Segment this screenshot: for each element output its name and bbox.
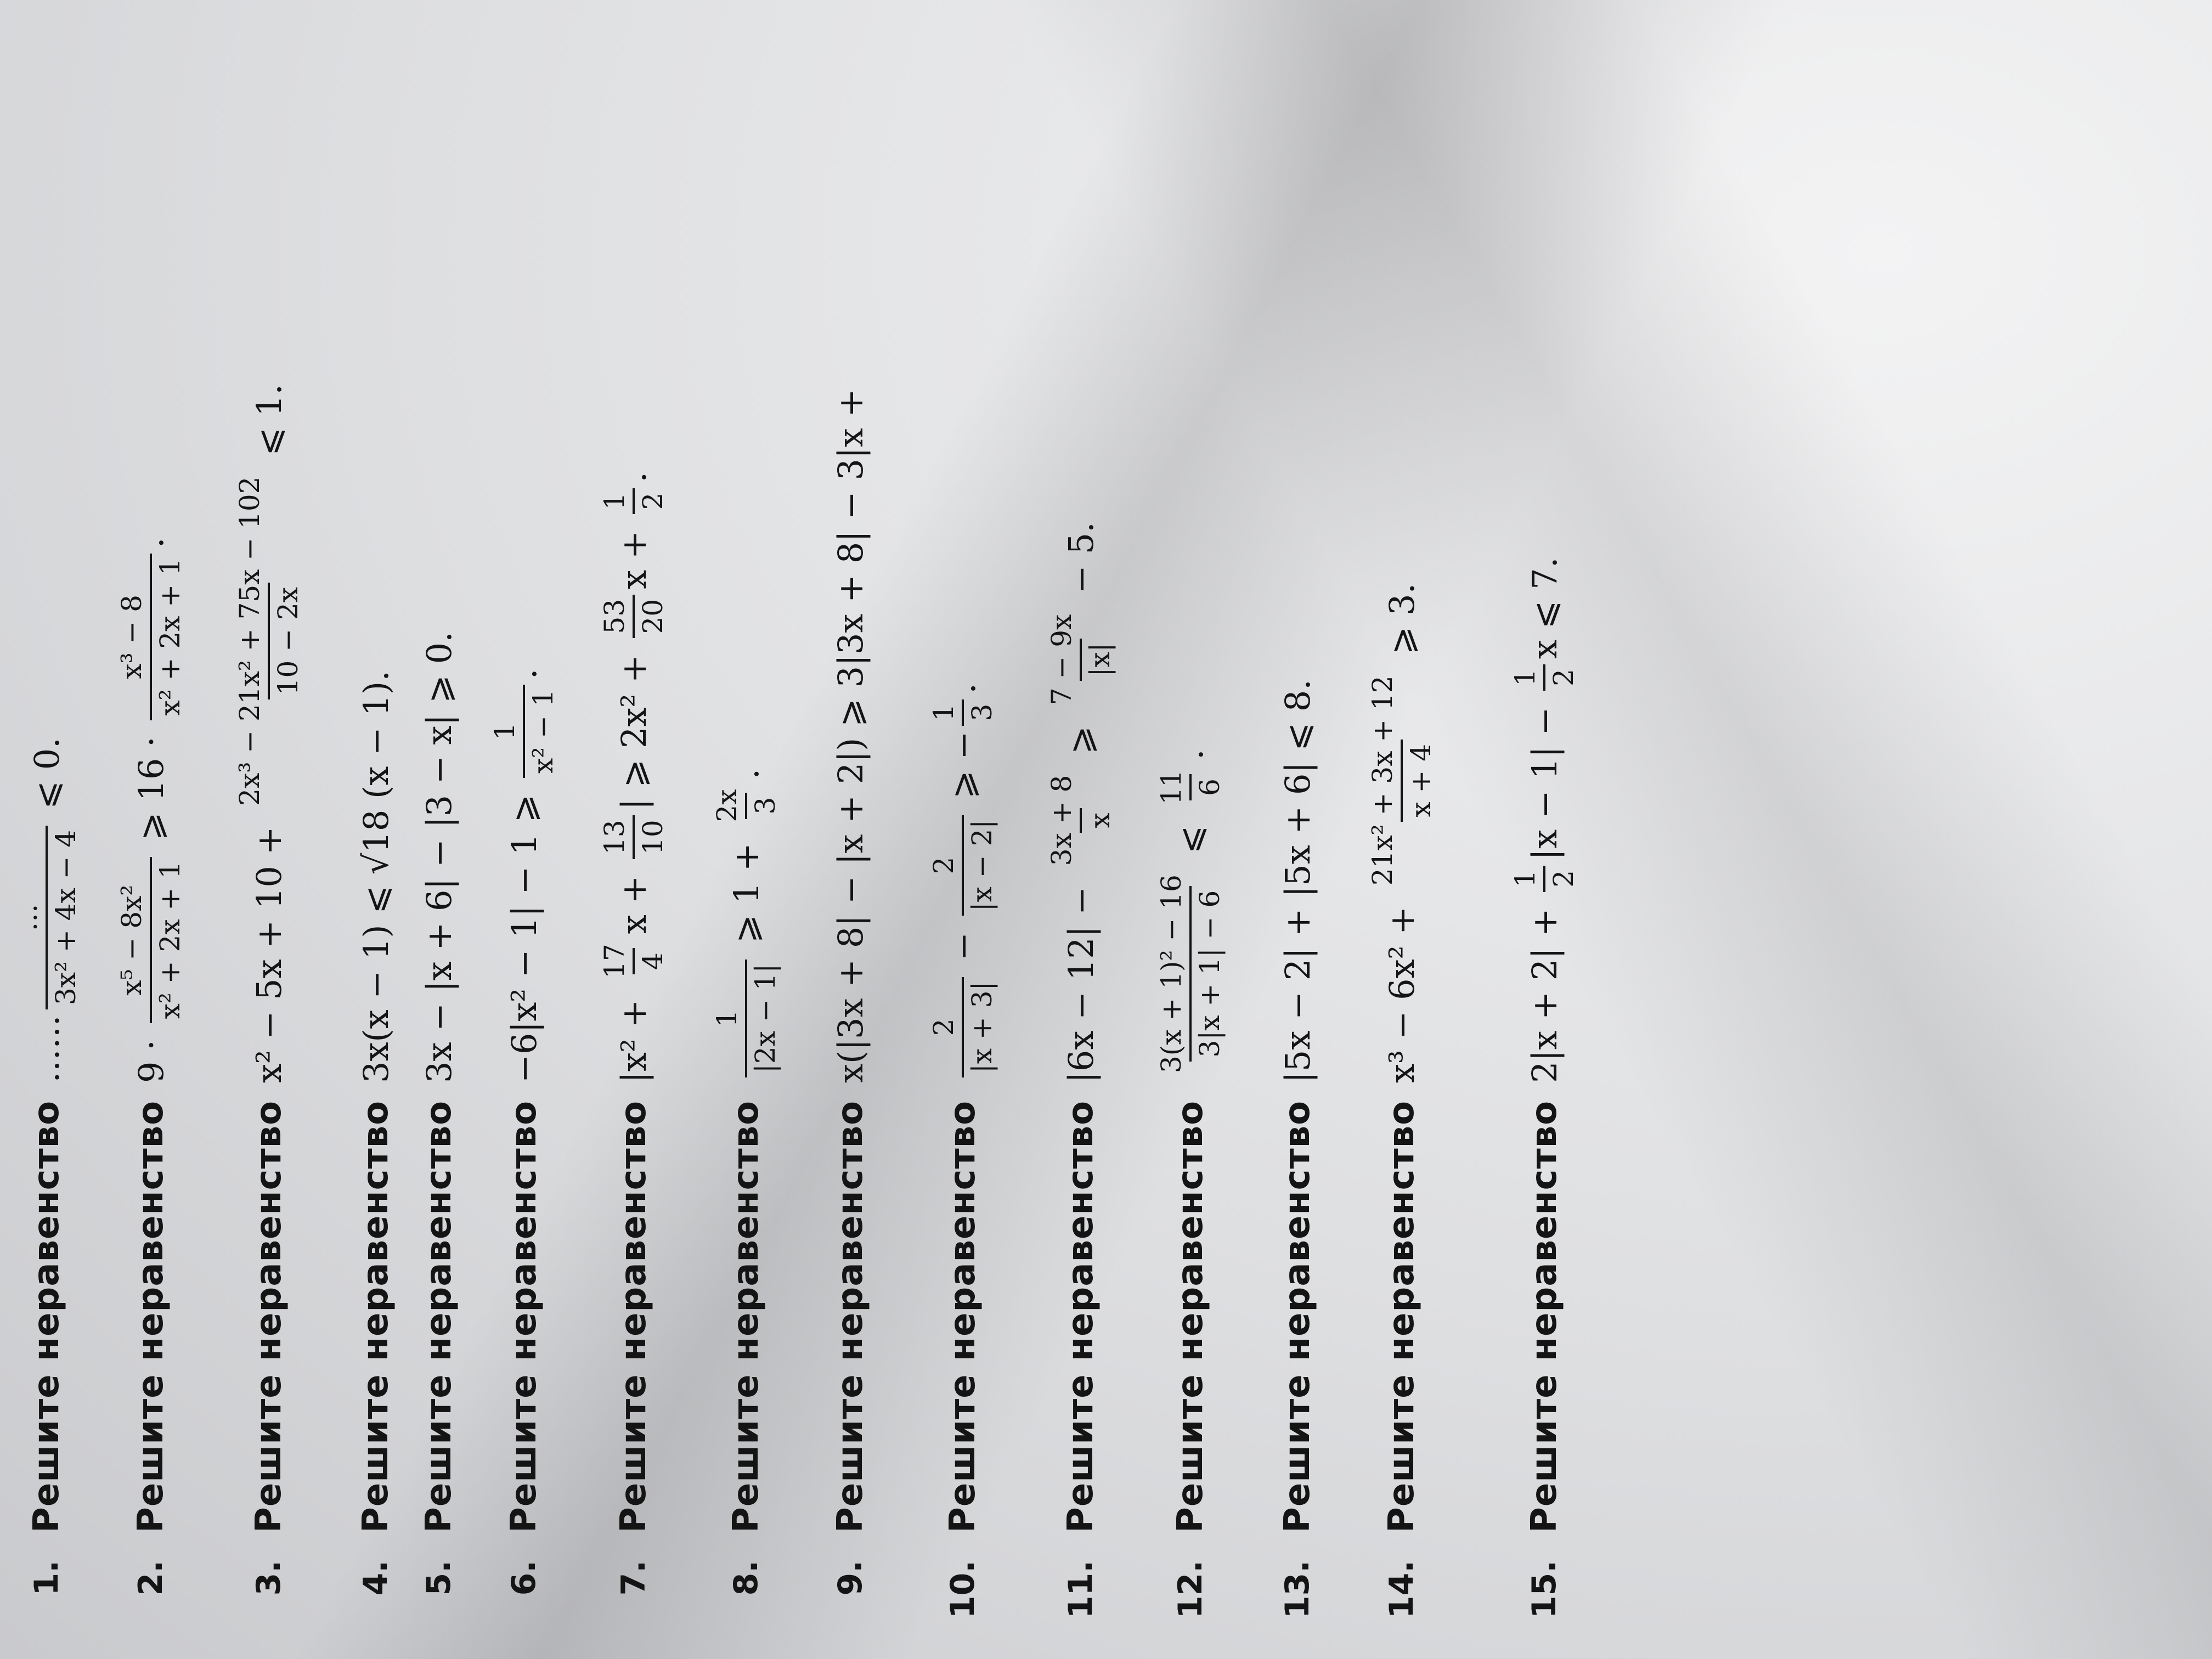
fraction [599, 595, 669, 639]
fraction-denominator: x² + 2x + 1 [150, 857, 186, 1023]
fraction-numerator: … [12, 904, 43, 932]
fraction-denominator: x² − 1 [523, 685, 559, 778]
fraction-numerator: 3(x + 1)² − 16 [1155, 874, 1187, 1073]
problem-number: 14. [1383, 1560, 1421, 1619]
fraction [234, 472, 304, 810]
fraction-numerator: 2 [928, 1018, 960, 1036]
fraction-denominator: |x + 3| [962, 977, 998, 1077]
problem-number: 3. [250, 1560, 288, 1596]
expression-text: x² − 5x + 10 + [249, 815, 289, 1083]
fraction [1155, 870, 1226, 1077]
fraction-denominator: 3|x + 1| − 6 [1189, 886, 1226, 1062]
fraction-numerator: 3x + 8 [1046, 775, 1077, 866]
problem-inequality [1509, 557, 1579, 1083]
fraction-denominator: 4 [633, 948, 669, 974]
expression-text: . [943, 682, 983, 694]
expression-text: . [1170, 749, 1211, 760]
problem-instruction: Решите неравенство [504, 1100, 544, 1533]
expression-text: x³ − 6x² + [1381, 895, 1422, 1083]
problem-inequality [1367, 583, 1437, 1083]
problem-inequality [711, 769, 781, 1083]
fraction [1046, 771, 1116, 871]
expression-text: ⩾ − [943, 731, 983, 810]
fraction [599, 488, 669, 515]
expression-text: |6x − 12| − [1060, 876, 1101, 1083]
expression-text: x ⩽ 7. [1524, 557, 1565, 659]
problem-instruction: Решите неравенство [943, 1100, 983, 1533]
problem-item [911, 0, 1015, 1659]
problem-item [798, 0, 902, 1659]
fraction [928, 699, 998, 726]
fraction-numerator: 1 [711, 1009, 743, 1028]
fraction-denominator: x + 4 [1401, 740, 1437, 822]
fraction-denominator: 2 [633, 488, 669, 515]
problem-item [472, 0, 576, 1659]
fraction-numerator: 1 [489, 723, 521, 741]
fraction [489, 685, 559, 778]
problem-instruction: Решите неравенство [830, 1100, 871, 1533]
problem-inequality [1155, 749, 1226, 1083]
problem-instruction: Решите неравенство [1060, 1100, 1101, 1533]
problem-item [0, 0, 99, 1659]
fraction [1367, 671, 1437, 890]
fraction [1046, 610, 1116, 710]
problem-number: 13. [1278, 1560, 1317, 1619]
problem-inequality [1278, 679, 1318, 1083]
fraction-numerator: 1 [928, 703, 960, 721]
fraction-numerator: 2x [711, 789, 743, 822]
fraction-numerator: 1 [599, 492, 630, 510]
expression-text: . [613, 471, 654, 483]
problem-instruction: Решите неравенство [26, 1100, 67, 1533]
problem-instruction: Решите неравенство [356, 1100, 396, 1533]
fraction-numerator: 1 [1509, 870, 1541, 888]
problem-inequality [234, 384, 304, 1083]
problem-number: 11. [1062, 1560, 1100, 1619]
problem-item [1492, 0, 1596, 1659]
fraction-numerator: 11 [1155, 770, 1187, 805]
fraction [12, 826, 82, 1009]
fraction [1509, 866, 1579, 892]
expression-text: ⩾ 16 · [131, 725, 171, 851]
problem-instruction: Решите неравенство [1170, 1100, 1211, 1533]
problem-number: 9. [831, 1560, 870, 1596]
fraction-numerator: x³ − 8 [116, 595, 148, 679]
fraction [928, 815, 998, 916]
problem-instruction: Решите неравенство [1381, 1100, 1422, 1533]
fraction-numerator: x⁵ − 8x² [116, 884, 148, 996]
expression-text: ⩽ 0. [26, 737, 67, 820]
fraction-numerator: 1 [1509, 669, 1541, 686]
expression-text: x(|3x + 8| − |x + 2|) ⩾ 3|3x + 8| − 3|x + [830, 388, 871, 1083]
fraction-numerator: 13 [599, 820, 630, 855]
fraction [928, 977, 998, 1077]
problem-item [694, 0, 798, 1659]
problem-item [1029, 0, 1133, 1659]
problem-instruction: Решите неравенство [419, 1100, 459, 1533]
problem-instruction: Решите неравенство [1277, 1100, 1318, 1533]
fraction-denominator: |x| [1080, 639, 1116, 681]
fraction-denominator: x² + 2x + 1 [150, 554, 186, 720]
fraction-denominator: 20 [633, 595, 669, 639]
fraction-denominator: x [1080, 808, 1116, 832]
problem-instruction: Решите неравенство [1524, 1100, 1565, 1533]
fraction-numerator: 2 [928, 856, 960, 874]
expression-text: ⩾ 3. [1381, 583, 1422, 666]
problem-number: 15. [1525, 1560, 1564, 1619]
problem-inequality [831, 389, 871, 1083]
problem-inequality [599, 472, 669, 1083]
fraction-denominator: 2 [1543, 866, 1579, 892]
fraction [711, 960, 781, 1077]
problem-item [1350, 0, 1454, 1659]
expression-text: . [504, 668, 544, 680]
problem-item [217, 0, 321, 1659]
problem-number: 7. [614, 1560, 653, 1596]
expression-text: . [131, 537, 171, 549]
problem-number: 6. [505, 1560, 543, 1596]
problem-number: 12. [1171, 1560, 1210, 1619]
expression-text: − 5. [1060, 522, 1101, 605]
expression-text: . [726, 768, 766, 780]
fraction-numerator: 21x² + 3x + 12 [1367, 675, 1398, 886]
expression-text: − [943, 921, 983, 972]
problem-instruction: Решите неравенство [726, 1100, 766, 1533]
fraction [116, 554, 186, 720]
problem-number: 2. [132, 1560, 170, 1596]
expression-text: …… [26, 1015, 67, 1083]
fraction-numerator: 7 − 9x [1046, 614, 1077, 706]
problem-instruction: Решите неравенство [131, 1100, 171, 1533]
fraction [711, 785, 781, 827]
expression-text: ⩽ 1. [249, 384, 289, 467]
expression-text: x + [613, 864, 654, 934]
expression-text: 2|x + 2| + [1524, 897, 1565, 1083]
problem-instruction: Решите неравенство [613, 1100, 654, 1533]
problem-number: 4. [357, 1560, 395, 1596]
expression-text: | ⩾ 2x² + [613, 644, 654, 810]
fraction-denominator: 6 [1189, 774, 1226, 800]
expression-text: −6|x² − 1| − 1 ⩾ [504, 783, 544, 1083]
fraction-denominator: 3x² + 4x − 4 [46, 826, 82, 1009]
problem-inequality [116, 537, 186, 1083]
expression-text: ⩾ [1060, 715, 1101, 765]
fraction [116, 857, 186, 1023]
fraction-denominator: |x − 2| [962, 815, 998, 916]
problem-number: 10. [944, 1560, 982, 1619]
problem-item [1245, 0, 1350, 1659]
expression-text: ⩽ [1170, 814, 1211, 865]
problem-number: 1. [27, 1560, 66, 1596]
expression-text: 3x − |x + 6| − |3 − x| ⩾ 0. [419, 631, 459, 1083]
problem-inequality [1046, 522, 1116, 1083]
expression-text: |x − 1| − [1524, 696, 1565, 860]
problem-item [582, 0, 686, 1659]
problem-inequality [928, 683, 998, 1083]
expression-text: |x² + [613, 988, 654, 1083]
problem-inequality [12, 737, 82, 1083]
fraction-numerator: 17 [599, 944, 630, 979]
problem-number: 8. [727, 1560, 765, 1596]
problem-instruction: Решите неравенство [249, 1100, 289, 1533]
fraction-denominator: 10 − 2x [268, 583, 304, 699]
fraction-denominator: 3 [745, 793, 781, 819]
expression-text: 9 · [131, 1029, 171, 1083]
fraction-numerator: 2x³ − 21x² + 75x − 102 [234, 476, 266, 806]
fraction [599, 815, 669, 859]
fraction-denominator: 3 [962, 699, 998, 726]
problem-number: 5. [420, 1560, 458, 1596]
fraction-denominator: 2 [1543, 664, 1579, 691]
expression-text: ⩾ 1 + [726, 832, 766, 954]
fraction [599, 939, 669, 983]
fraction-numerator: 53 [599, 599, 630, 634]
problem-inequality [419, 631, 459, 1083]
expression-text: x + [613, 520, 654, 589]
fraction [1155, 765, 1226, 809]
problem-item [1138, 0, 1243, 1659]
fraction-denominator: 10 [633, 815, 669, 859]
problem-item [99, 0, 203, 1659]
fraction-denominator: |2x − 1| [745, 960, 781, 1077]
expression-text: |5x − 2| + |5x + 6| ⩽ 8. [1277, 679, 1318, 1083]
expression-text: 3x(x − 1) ⩽ √18 (x − 1). [356, 670, 396, 1083]
fraction [1509, 664, 1579, 691]
problem-inequality [489, 669, 559, 1083]
